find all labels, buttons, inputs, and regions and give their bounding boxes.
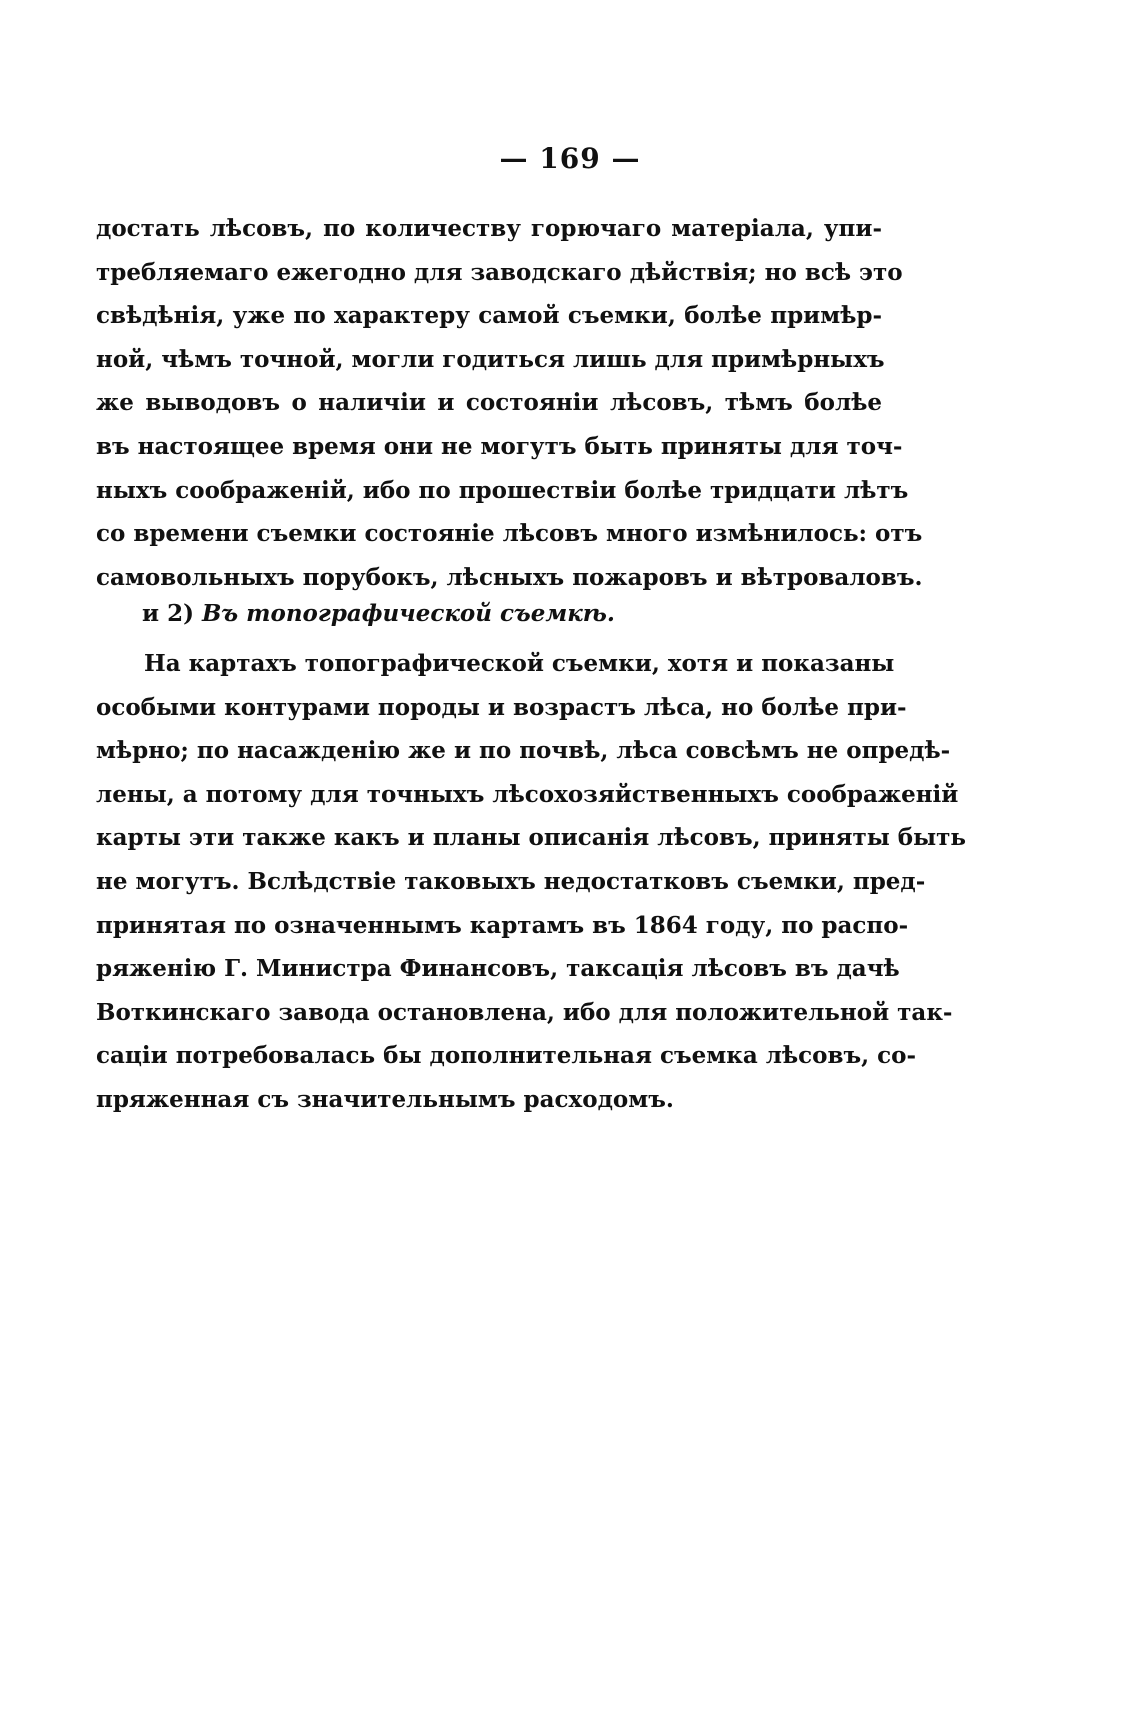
section-title: Въ топографической съемкѣ. — [201, 600, 615, 627]
text-line: пряженная съ значительнымъ расходомъ. — [96, 1085, 674, 1113]
text-line: На картахъ топографической съемки, хотя и показаны — [144, 650, 895, 677]
paragraph-2 — [96, 642, 967, 1122]
text-line: со времени съемки состояніе лѣсовъ много измѣнилось: отъ — [96, 520, 923, 548]
section-heading — [142, 600, 615, 627]
text-line: же выводовъ о наличіи и состояніи лѣсовъ, тѣмъ болѣе — [96, 389, 882, 417]
text-line: мѣрно; по насажденію же и по почвѣ, лѣса совсѣмъ не опредѣ- — [96, 737, 951, 765]
text-line: принятая по означеннымъ картамъ въ 1864 году, по распо- — [96, 911, 909, 939]
text-line: ной, чѣмъ точной, могли годиться лишь для примѣрныхъ — [96, 345, 885, 373]
text-line: Воткинскаго завода остановлена, ибо для положительной так- — [96, 998, 953, 1026]
page-number: — 169 — — [499, 142, 641, 175]
section-number: и 2) — [142, 600, 194, 627]
text-line: лены, а потому для точныхъ лѣсохозяйственныхъ соображеній — [96, 780, 959, 808]
text-line: сацiи потребовалась бы дополнительная съемка лѣсовъ, со- — [96, 1042, 917, 1070]
text-line: не могутъ. Вслѣдствіе таковыхъ недостатковъ съемки, пред- — [96, 867, 926, 895]
text-line: ныхъ соображеній, ибо по прошествіи болѣе тридцати лѣтъ — [96, 476, 909, 504]
text-line: достать лѣсовъ, по количеству горючаго матеріала, упи- — [96, 215, 882, 242]
text-line: карты эти также какъ и планы описанія лѣсовъ, приняты быть — [96, 824, 967, 852]
text-line: ряженію Г. Министра Финансовъ, таксація лѣсовъ въ дачѣ — [96, 955, 900, 983]
text-line: требляемаго ежегодно для заводскаго дѣйствія; но всѣ это — [96, 258, 903, 286]
text-line: особыми контурами породы и возрастъ лѣса, но болѣе при- — [96, 693, 907, 721]
text-line: въ настоящее время они не могутъ быть приняты для точ- — [96, 432, 903, 460]
paragraph-1 — [96, 207, 923, 599]
text-line: свѣдѣнія, уже по характеру самой съемки, болѣе примѣр- — [96, 302, 882, 330]
text-line: самовольныхъ порубокъ, лѣсныхъ пожаровъ и вѣтроваловъ. — [96, 563, 923, 591]
